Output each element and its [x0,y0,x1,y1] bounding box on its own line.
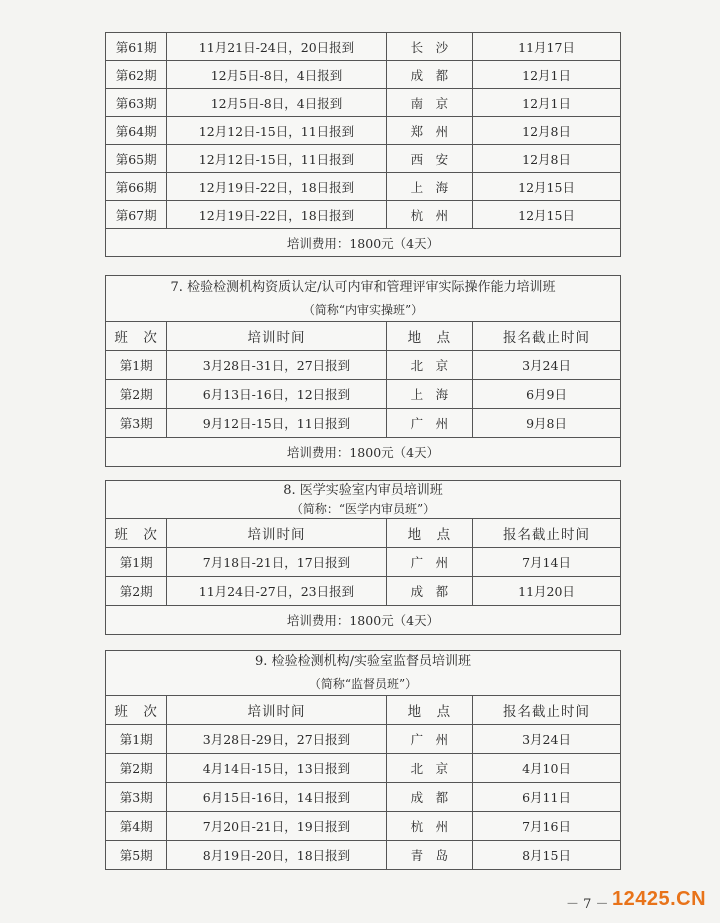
location: 北 京 [386,754,472,783]
training-time: 12月19日-22日，18日报到 [167,201,386,229]
location: 广 州 [386,548,472,577]
table-title-row [106,651,621,696]
training-time: 3月28日-29日，27日报到 [167,725,386,754]
location: 南 京 [386,89,473,117]
session-no: 第1期 [106,548,167,577]
training-fee: 培训费用：1800元（4天） [106,229,621,257]
training-time: 12月5日-8日，4日报到 [167,89,386,117]
location: 杭 州 [386,812,472,841]
location: 成 都 [386,577,472,606]
session-no: 第1期 [106,351,167,380]
session-no: 第3期 [106,783,167,812]
table-row [106,33,621,61]
training-time: 4月14日-15日，13日报到 [167,754,386,783]
session-no: 第67期 [106,201,167,229]
course-subtitle: （简称“内审实操班”） [302,302,424,317]
deadline: 11月17日 [473,33,621,61]
table-row [106,173,621,201]
table-row [106,380,621,409]
site-watermark: 12425.CN [612,888,707,910]
location: 北 京 [386,351,472,380]
training-fee: 培训费用：1800元（4天） [106,606,621,635]
table-row [106,812,621,841]
table-row [106,61,621,89]
header-time: 培训时间 [167,696,386,725]
training-time: 11月24日-27日，23日报到 [167,577,386,606]
session-no: 第64期 [106,117,167,145]
session-no: 第1期 [106,725,167,754]
training-time: 6月15日-16日，14日报到 [167,783,386,812]
course-title: 8. 医学实验室内审员培训班 [283,482,443,498]
deadline: 12月15日 [473,201,621,229]
training-time: 3月28日-31日，27日报到 [167,351,386,380]
session-no: 第65期 [106,145,167,173]
header-time: 培训时间 [167,322,386,351]
header-row [106,519,621,548]
location: 广 州 [386,409,472,438]
table-row [106,548,621,577]
table-row [106,145,621,173]
location: 杭 州 [386,201,473,229]
header-deadline: 报名截止时间 [473,519,621,548]
deadline: 3月24日 [473,351,621,380]
header-deadline: 报名截止时间 [473,696,621,725]
header-row [106,322,621,351]
table-row [106,117,621,145]
header-session: 班 次 [106,519,167,548]
deadline: 12月8日 [473,117,621,145]
training-time: 12月5日-8日，4日报到 [167,61,386,89]
fee-row [106,438,621,467]
session-no: 第3期 [106,409,167,438]
deadline: 6月9日 [473,380,621,409]
session-no: 第2期 [106,754,167,783]
header-row [106,696,621,725]
course-subtitle: （简称：“医学内审员班”） [290,501,436,516]
course-title: 9. 检验检测机构/实验室监督员培训班 [255,654,471,669]
training-time: 8月19日-20日，18日报到 [167,841,386,870]
deadline: 4月10日 [473,754,621,783]
training-time: 12月19日-22日，18日报到 [167,173,386,201]
table-row [106,577,621,606]
deadline: 12月1日 [473,61,621,89]
fee-row [106,606,621,635]
deadline: 7月14日 [473,548,621,577]
table-title-row [106,481,621,519]
table-title [106,481,621,519]
table-row [106,89,621,117]
deadline: 12月8日 [473,145,621,173]
training-time: 7月18日-21日，17日报到 [167,548,386,577]
location: 长 沙 [386,33,473,61]
location: 成 都 [386,783,472,812]
session-no: 第2期 [106,380,167,409]
training-fee: 培训费用：1800元（4天） [106,438,621,467]
session-no: 第66期 [106,173,167,201]
training-table-9 [105,650,621,870]
location: 广 州 [386,725,472,754]
deadline: 9月8日 [473,409,621,438]
training-table-8 [105,480,621,635]
fee-row [106,229,621,257]
session-no: 第4期 [106,812,167,841]
training-table-7 [105,275,621,467]
header-deadline: 报名截止时间 [473,322,621,351]
table-row [106,409,621,438]
training-table-6 [105,32,621,257]
deadline: 12月1日 [473,89,621,117]
session-no: 第61期 [106,33,167,61]
deadline: 7月16日 [473,812,621,841]
session-no: 第62期 [106,61,167,89]
table-title-row [106,276,621,322]
location: 郑 州 [386,117,473,145]
deadline: 6月11日 [473,783,621,812]
page-number: － 7 － [566,897,609,912]
deadline: 8月15日 [473,841,621,870]
deadline: 12月15日 [473,173,621,201]
location: 上 海 [386,380,472,409]
header-location: 地 点 [386,322,472,351]
header-session: 班 次 [106,322,167,351]
header-location: 地 点 [386,696,472,725]
table-title [106,651,621,696]
training-time: 12月12日-15日，11日报到 [167,145,386,173]
location: 青 岛 [386,841,472,870]
training-time: 7月20日-21日，19日报到 [167,812,386,841]
table-title [106,276,621,322]
training-time: 11月21日-24日，20日报到 [167,33,386,61]
table-row [106,201,621,229]
location: 成 都 [386,61,473,89]
training-time: 9月12日-15日，11日报到 [167,409,386,438]
training-time: 12月12日-15日，11日报到 [167,117,386,145]
table-row [106,754,621,783]
course-subtitle: （简称“监督员班”） [308,677,418,691]
location: 上 海 [386,173,473,201]
training-time: 6月13日-16日，12日报到 [167,380,386,409]
session-no: 第63期 [106,89,167,117]
location: 西 安 [386,145,473,173]
course-title: 7. 检验检测机构资质认定/认可内审和管理评审实际操作能力培训班 [170,279,556,295]
header-time: 培训时间 [167,519,386,548]
deadline: 3月24日 [473,725,621,754]
table-row [106,783,621,812]
table-row [106,725,621,754]
session-no: 第2期 [106,577,167,606]
table-row [106,841,621,870]
deadline: 11月20日 [473,577,621,606]
header-location: 地 点 [386,519,472,548]
table-row [106,351,621,380]
header-session: 班 次 [106,696,167,725]
session-no: 第5期 [106,841,167,870]
